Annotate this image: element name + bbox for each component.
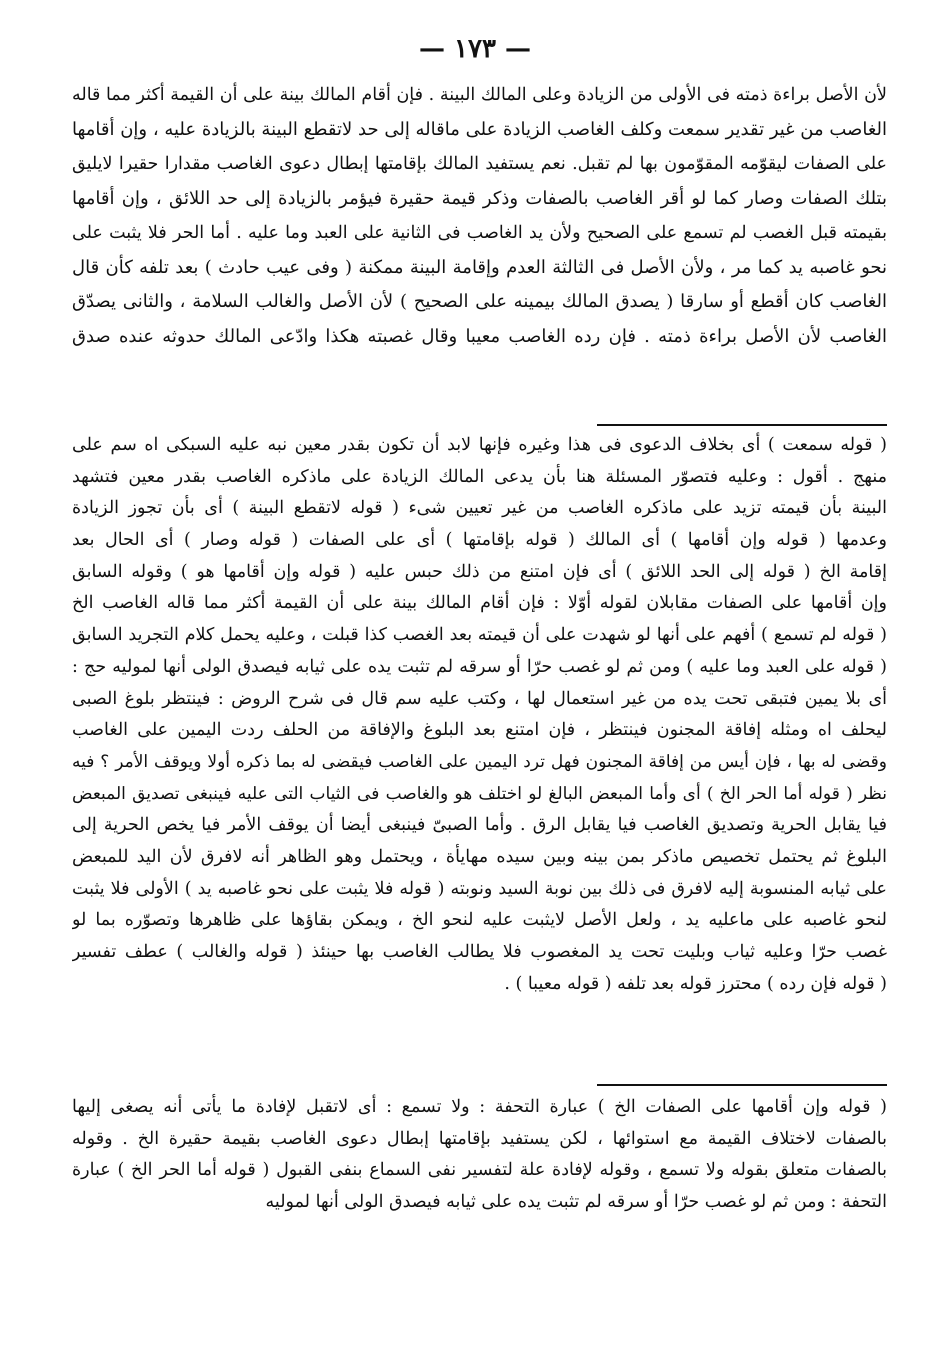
commentary-line: ( قوله على العبد وما عليه ) ومن ثم لو غصب حرّا أو سرقه لم تثبت يده على ثيابه فيصدق الولى أنها لموليه حج :: [72, 656, 887, 677]
commentary-line: التحفة : ومن ثم لو غصب حرّا أو سرقه لم تثبت يده على ثيابه فيصدق الولى أنها لموليه: [265, 1191, 887, 1212]
commentary-line: إقامة الخ ( قوله إلى الحد اللائق ) أى فإن امتنع من ذلك حبس عليه ( قوله وإن أقامها هو ) وقوله السابق: [72, 561, 887, 582]
commentary-line: ( قوله لم تسمع ) أفهم على أنها لو شهدت على أن قيمته بعد الغصب كذا قبلت ، وعليه يحمل كلام التجريد السابق: [72, 625, 887, 646]
commentary-line: وقضى له بها ، فإن أيس من إفاقة المجنون فهل ترد اليمين على الغاصب فيقضى له بما ذكره أولا ويوقف الأمر ؟ فيه: [72, 751, 887, 772]
commentary-line: بالصفات متعلق بقوله ولا تسمع ، وقوله لإفادة علة لتفسير نفى السماع بنفى القبول ( قوله أما الحر الخ ) عبارة: [72, 1160, 887, 1180]
commentary-line: غصب حرّا وعليه ثياب وبليت تحت يد المغصوب فلا يطالب الغاصب بها حينئذ ( قوله والغالب ) عطف تفسير: [72, 942, 887, 962]
main-line: الغاصب من غير تقدير سمعت وكلف الغاصب الزيادة على ماقاله إلى حد لاتقطع البينة بالزيادة عليه ، وإن أقامها: [72, 118, 887, 140]
commentary-line: على ثيابه المنسوبة إليه لافرق فى ذلك بين نوبة السيد ونوبته ( قوله فلا يثبت على نحو غاصبه يد ) الأولى فلا يثبت: [72, 878, 887, 899]
main-text-block: [72, 78, 887, 354]
page-number: — ١٧٣ —: [418, 34, 532, 64]
separator-rule: [597, 424, 887, 426]
main-line: على الصفات ليقوّمه المقوّمون بها لم تقبل. نعم يستفيد المالك بإقامتها إبطال دعوى الغاصب مقدارا حقيرا لايليق: [72, 154, 887, 174]
commentary-line: منهج . أقول : وعليه فتصوّر المسئلة هنا بأن يدعى المالك الزيادة على ماذكره الغاصب بقدر معين فتشهد: [72, 466, 887, 487]
commentary-line: ( قوله وإن أقامها على الصفات الخ ) عبارة التحفة : ولا تسمع : أى لاتقبل لإفادة ما يأتى أنه يصغى إليها: [72, 1097, 887, 1117]
commentary-line: ( قوله سمعت ) أى بخلاف الدعوى فى هذا وغيره فإنها لابد أن تكون بقدر معين نبه عليه السبكى اه سم على: [72, 435, 887, 455]
commentary-line: البلوغ ثم يحتمل تخصيص ماذكر بمن بينه وبين سيده مهايأة ، ويحتمل وهو الظاهر أنه لافرق لأن اليد للمبعض: [72, 846, 887, 867]
commentary-block-2: [72, 1092, 887, 1218]
commentary-line: ليحلف اه ومثله إفاقة المجنون فينتظر ، فإن امتنع بعد البلوغ والإفاقة من الحلف ردت اليمين على الغاصب: [72, 720, 887, 741]
commentary-line: وإن أقامها على الصفات مقابلان لقوله أوّلا : فإن أقام المالك بينة على أن القيمة أكثر مما قاله الغاصب الخ: [72, 593, 887, 614]
commentary-line: نظر ( قوله أما الحر الخ ) أى وأما المبعض البالغ لو اختلف هو والغاصب فى الثياب التى عليه فينبغى تصديق المبعض: [72, 783, 887, 804]
commentary-line: البينة بأن قيمته تزيد على ماذكره الغاصب من غير تعيين شىء ( قوله لاتقطع البينة ) أى بأن تجوز الزيادة: [72, 498, 887, 519]
main-line: لأن الأصل براءة ذمته فى الأولى من الزيادة وعلى المالك البينة . فإن أقام المالك بينة على أن القيمة أكثر مما قاله: [72, 85, 887, 105]
main-line: نحو غاصبه يد كما مر ، ولأن الأصل فى الثالثة العدم وإقامة البينة ممكنة ( وفى عيب حادث ) بعد تلفه كأن قال: [72, 256, 887, 278]
commentary-line: لنحو غاصبه على ماعليه يد ، ولعل الأصل لايثبت عليه لنحو الخ ، ويمكن بقاؤها على ظاهرها وتصوّره بما لو: [72, 910, 887, 931]
commentary-line: أى بلا يمين فتبقى تحت يده من غير استعمال لها ، وكتب عليه سم قال فى شرح الروض : فينتظر بلوغ الصبى: [72, 688, 887, 709]
main-line: الغاصب لأن الأصل براءة ذمته . فإن رده الغاصب معيبا وقال غصبته هكذا وادّعى المالك حدوثه عنده صدق: [72, 325, 887, 347]
main-line: بقيمته قبل الغصب لم تسمع على الصحيح ولأن يد الغاصب فى الثانية على العبد وما عليه . أما الحر فلا يثبت على: [72, 223, 887, 243]
separator-rule: [597, 1084, 887, 1086]
commentary-line: ( قوله فإن رده ) محترز قوله بعد تلفه ( قوله معيبا ) .: [504, 973, 887, 994]
commentary-line: بالصفات لاختلاف القيمة مع استوائها ، لكن يستفيد بإقامتها إبطال دعوى الغاصب بقيمة حقيرة الخ . وقوله: [72, 1128, 887, 1149]
commentary-line: فيا يقابل الحرية وتصديق الغاصب فيا يقابل الرق . وأما الصبىّ فينبغى أيضا أن يوقف الأمر فيا يخص الحرية إلى: [72, 815, 887, 836]
commentary-block-1: [72, 430, 887, 1000]
main-line: الغاصب كان أقطع أو سارقا ( يصدق المالك بيمينه على الصحيح ) لأن الأصل والغالب السلامة ، والثانى يصدّق: [72, 291, 887, 312]
main-line: بتلك الصفات وصار كما لو أقر الغاصب بالصفات وذكر قيمة حقيرة فيؤمر بالزيادة إلى حد اللائق ، وإن أقامها: [72, 187, 887, 209]
commentary-line: وعدمها ( قوله وإن أقامها ) أى المالك ( قوله بإقامتها ) أى على الصفات ( قوله وصار ) أى الحال بعد: [72, 530, 887, 551]
